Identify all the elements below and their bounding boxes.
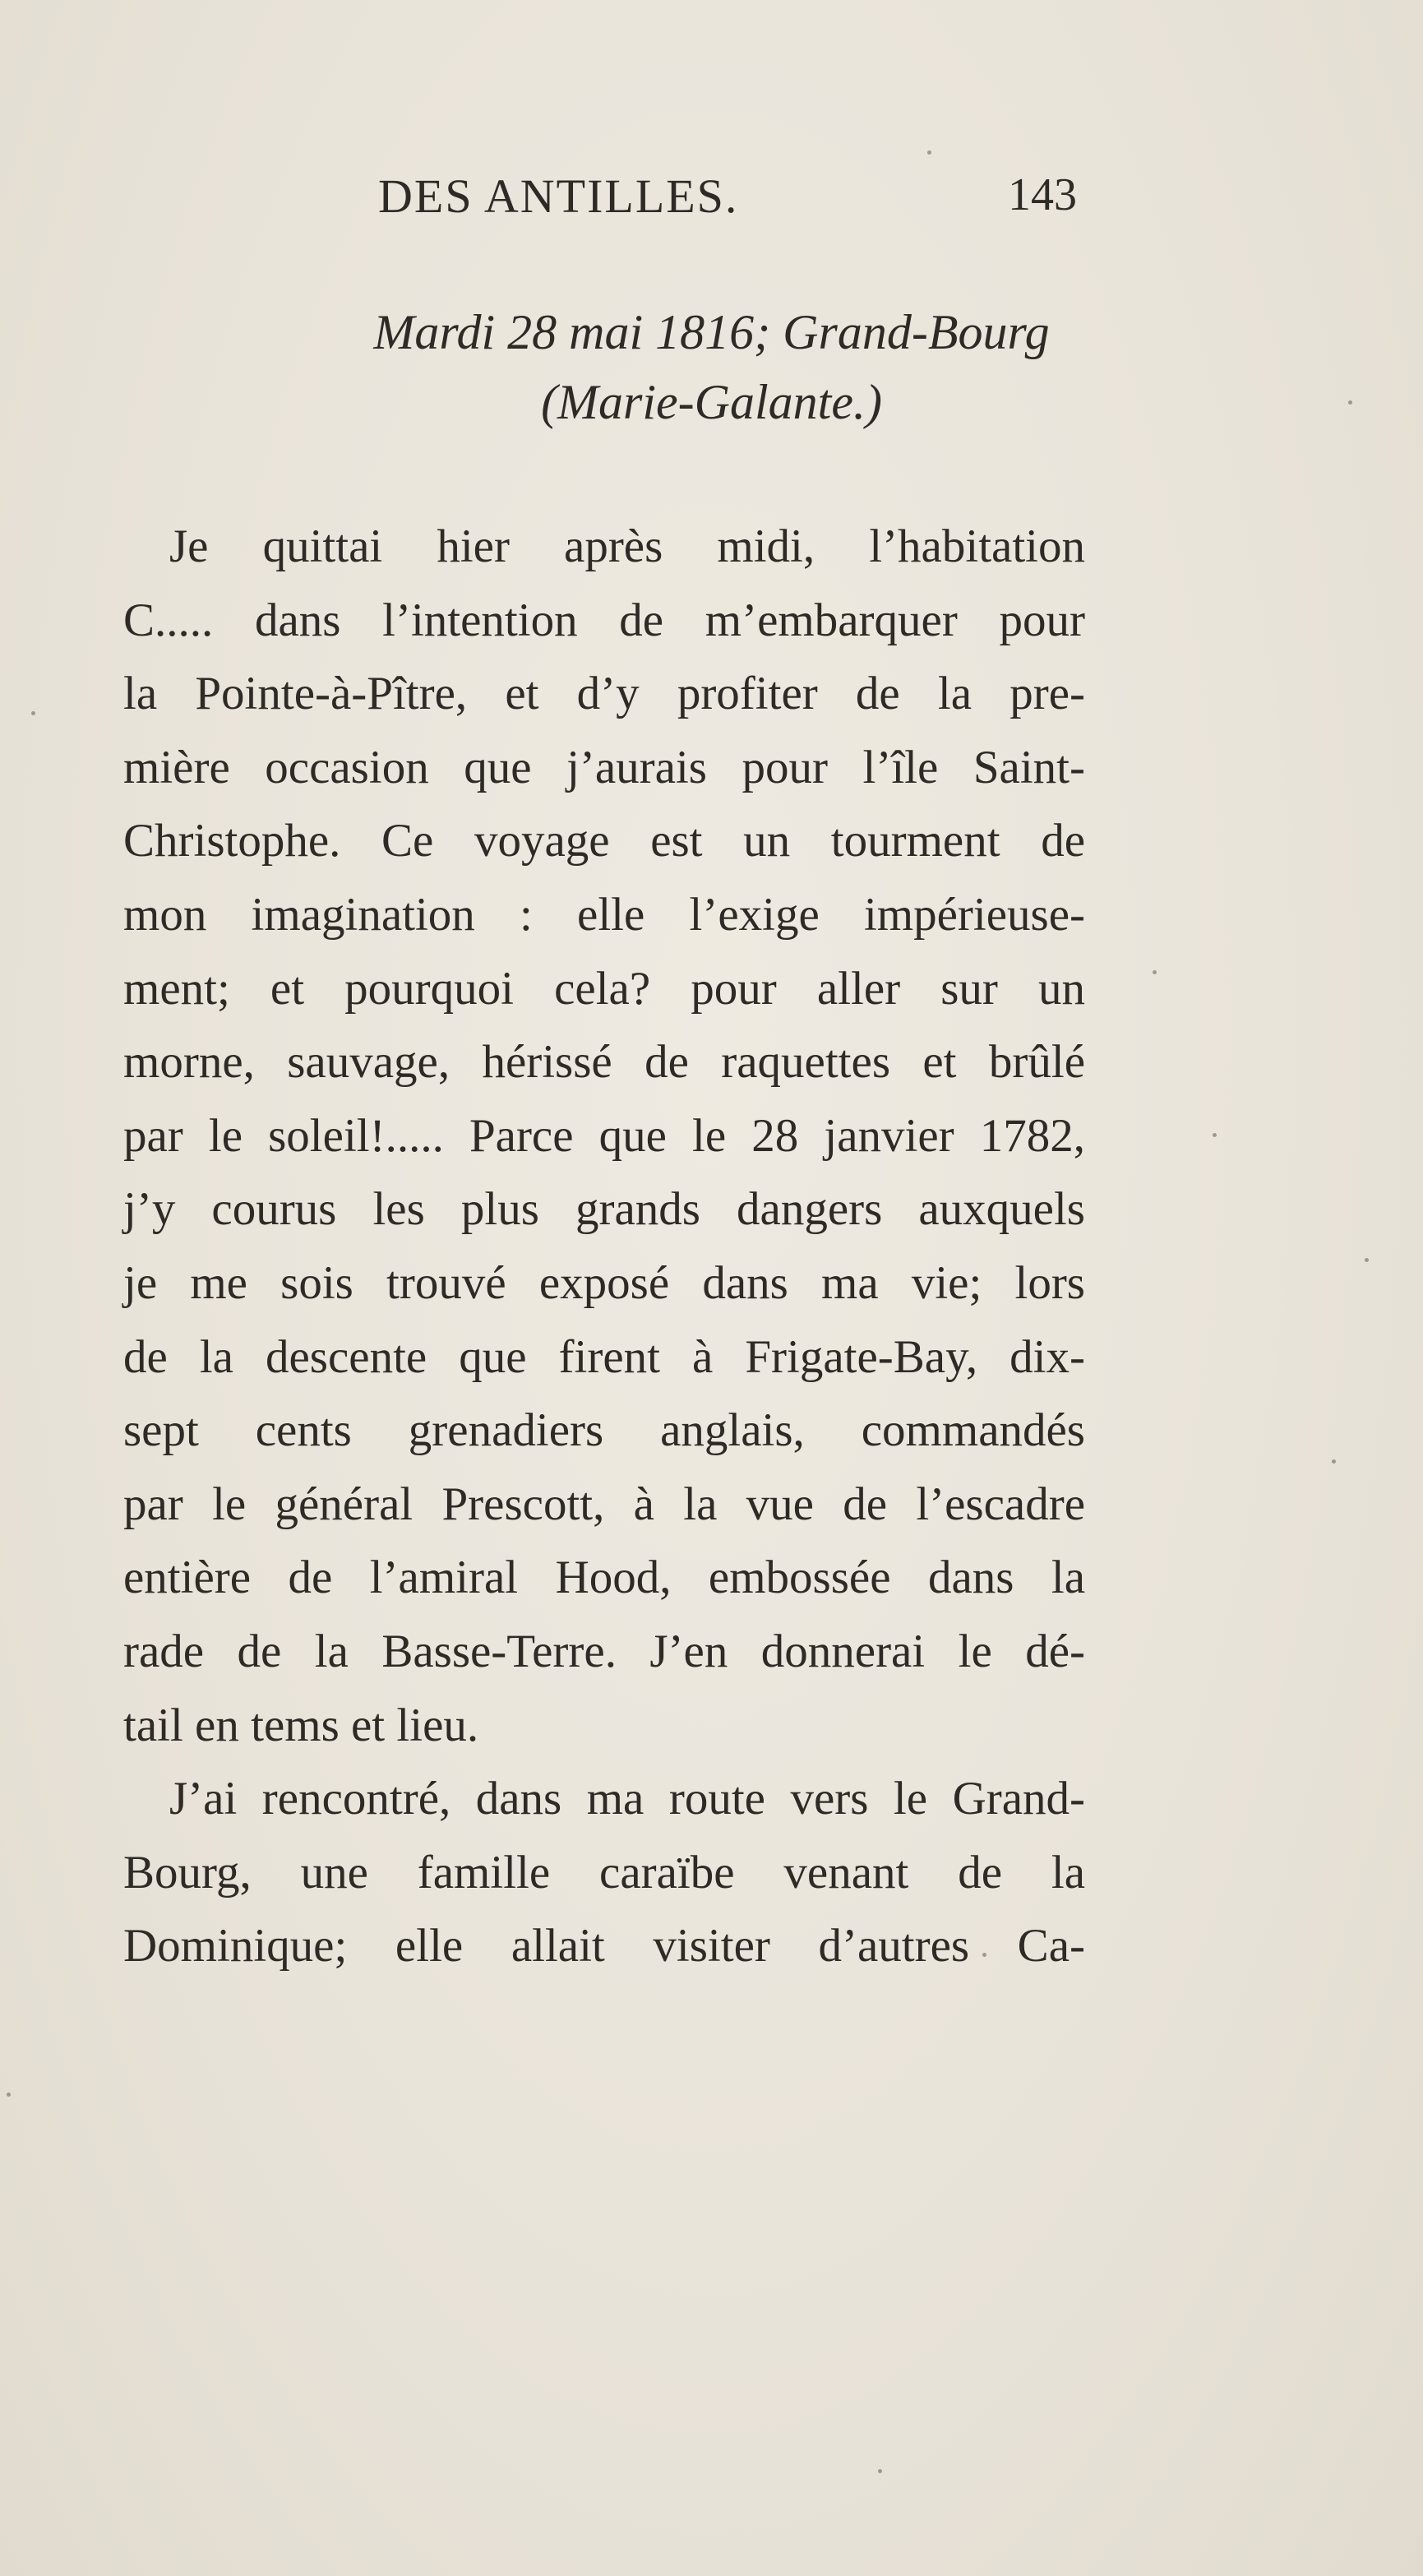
section-subheading: (Marie-Galante.) <box>541 375 882 429</box>
body-text <box>123 510 1085 1983</box>
paragraph-1 <box>123 510 1085 1762</box>
text-line: entière de l’amiral Hood, embossée dans la <box>123 1552 1085 1604</box>
text-line: C..... dans l’intention de m’embarquer pour <box>123 594 1085 646</box>
text-line: la Pointe-à-Pître, et d’y profiter de la pre- <box>123 668 1085 720</box>
text-line: par le général Prescott, à la vue de l’escadre <box>123 1478 1085 1530</box>
text-line: de la descente que firent à Frigate-Bay, dix- <box>123 1330 1085 1383</box>
paragraph-2 <box>123 1762 1085 1983</box>
text-line: mon imagination : elle l’exige impérieuse- <box>123 888 1085 941</box>
text-line: par le soleil!..... Parce que le 28 janvier 1782, <box>123 1109 1085 1162</box>
page-number: 143 <box>1008 169 1077 220</box>
running-title: DES ANTILLES. <box>378 169 739 223</box>
text-line: mière occasion que j’aurais pour l’île Saint- <box>123 741 1085 793</box>
text-line: Je quittai hier après midi, l’habitation <box>169 520 1085 572</box>
text-line: morne, sauvage, hérissé de raquettes et brûlé <box>123 1036 1085 1089</box>
text-line: sept cents grenadiers anglais, commandés <box>123 1404 1085 1457</box>
text-line: J’ai rencontré, dans ma route vers le Grand- <box>169 1773 1085 1825</box>
text-line: j’y courus les plus grands dangers auxquels <box>123 1183 1085 1236</box>
text-line: tail en tems et lieu. <box>123 1699 479 1751</box>
text-line: je me sois trouvé exposé dans ma vie; lors <box>123 1256 1085 1309</box>
text-line: Bourg, une famille caraïbe venant de la <box>123 1846 1085 1898</box>
text-line: Dominique; elle allait visiter d’autres Ca- <box>123 1920 1085 1972</box>
running-head <box>378 169 1077 226</box>
text-line: ment; et pourquoi cela? pour aller sur un <box>123 962 1085 1015</box>
section-heading: Mardi 28 mai 1816; Grand-Bourg <box>373 305 1050 359</box>
text-line: rade de la Basse-Terre. J’en donnerai le dé- <box>123 1625 1085 1677</box>
text-line: Christophe. Ce voyage est un tourment de <box>123 815 1085 867</box>
